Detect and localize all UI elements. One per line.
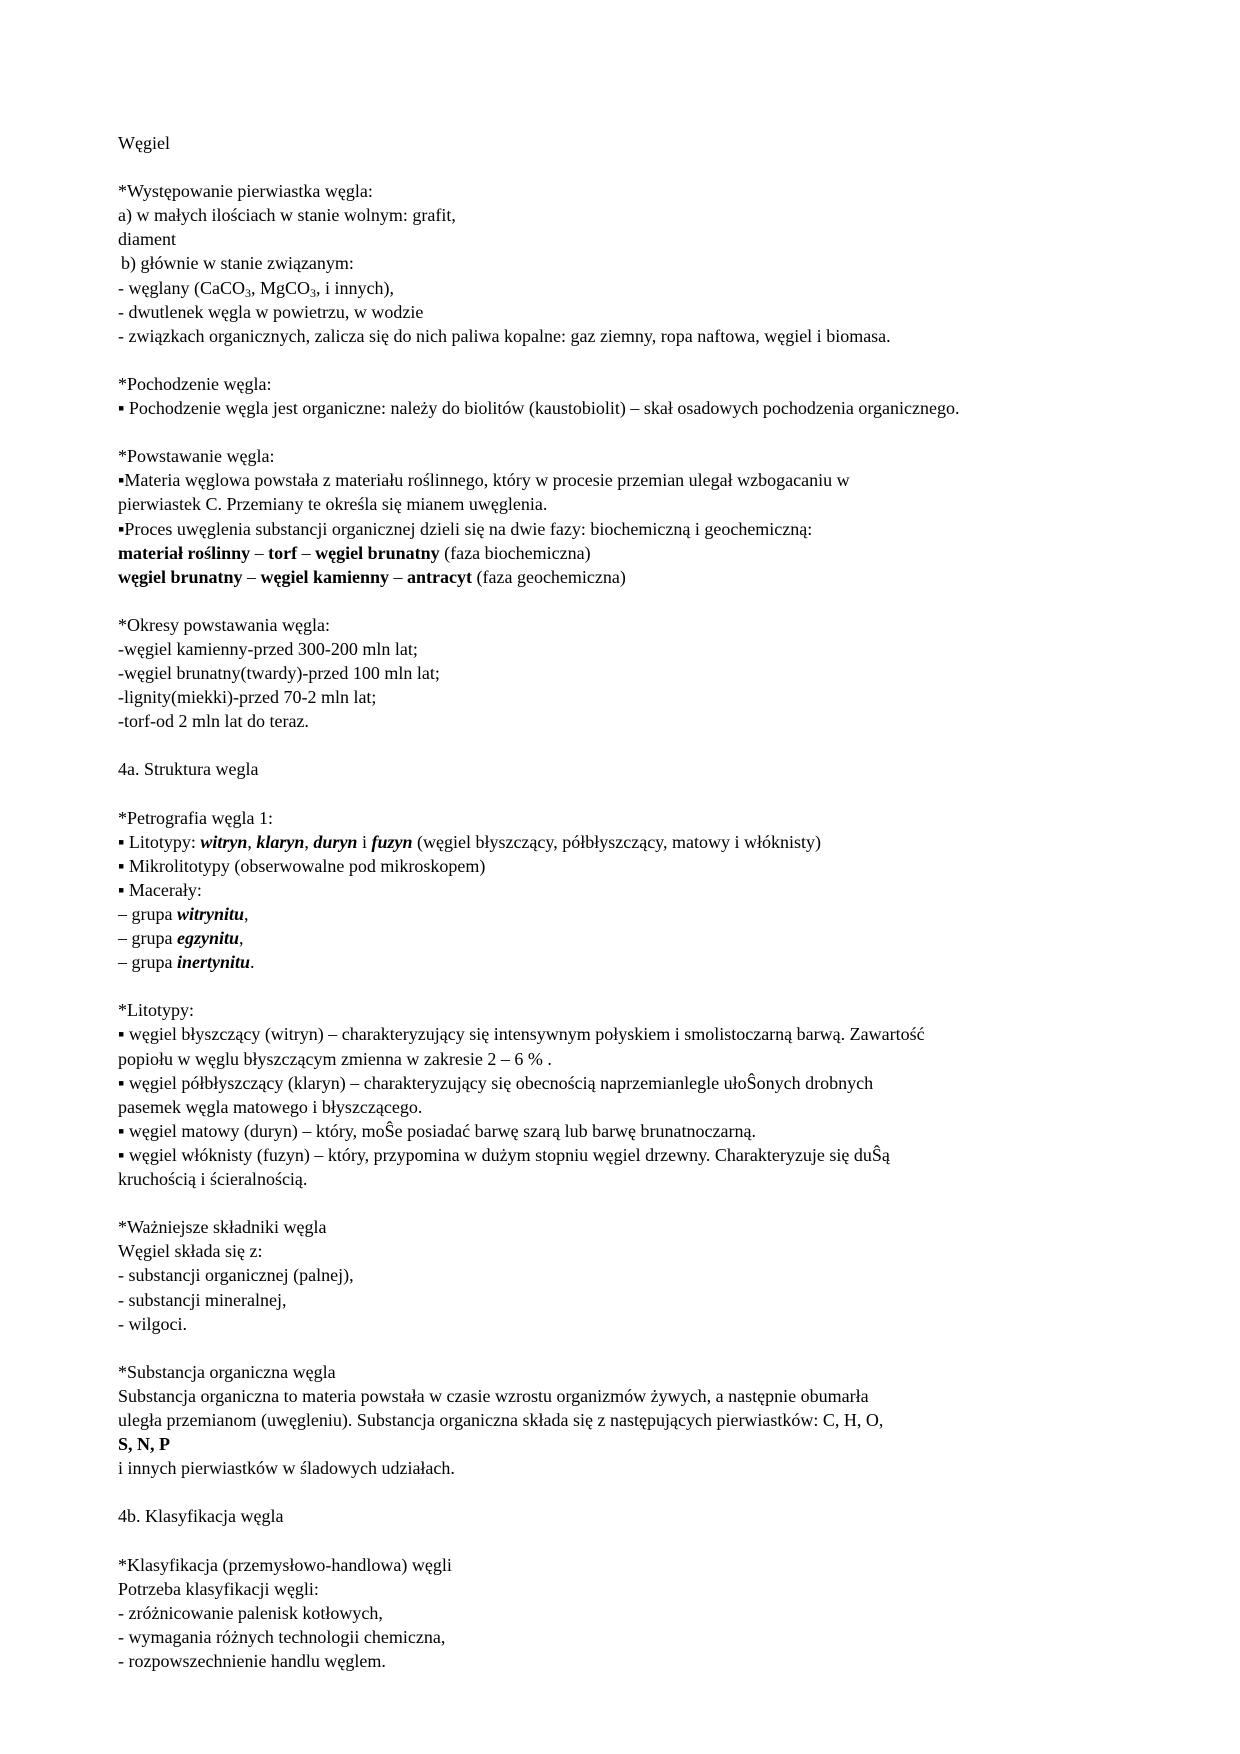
text-line: ▪ Macerały: bbox=[118, 879, 202, 900]
section-heading-litotypy: *Litotypy: bbox=[118, 1000, 194, 1021]
section-heading-wystepowanie: *Występowanie pierwiastka węgla: bbox=[118, 181, 373, 202]
subscript: 3 bbox=[244, 285, 251, 300]
phase-sequence-biochemical: materiał roślinny – torf – węgiel brunatny (faza biochemiczna) bbox=[118, 542, 591, 563]
text-line: Potrzeba klasyfikacji węgli: bbox=[118, 1578, 319, 1599]
text-line: - wilgoci. bbox=[118, 1313, 187, 1334]
text-line: - substancji mineralnej, bbox=[118, 1289, 287, 1310]
maceral-group: – grupa witrynitu, bbox=[118, 904, 249, 924]
document-title: Węgiel bbox=[118, 133, 170, 153]
text-line: pasemek węgla matowego i błyszczącego. bbox=[118, 1096, 423, 1117]
text-line: ▪ Pochodzenie węgla jest organiczne: należy do biolitów (kaustobiolit) – skał osadowych pochodzenia organicznego. bbox=[118, 398, 960, 419]
text-line: ▪Materia węglowa powstała z materiału roślinnego, który w procesie przemian ulegał wzbogacaniu w bbox=[118, 470, 850, 491]
text-line: - wymagania różnych technologii chemiczna, bbox=[118, 1626, 446, 1647]
text-line: kruchością i ścieralnością. bbox=[118, 1169, 308, 1190]
text-line: -lignity(miekki)-przed 70-2 mln lat; bbox=[118, 687, 377, 708]
section-title-4a: 4a. Struktura wegla bbox=[118, 759, 259, 780]
text-line: a) w małych ilościach w stanie wolnym: grafit, bbox=[118, 205, 456, 226]
text-line: -węgiel kamienny-przed 300-200 mln lat; bbox=[118, 638, 418, 659]
section-heading-okresy: *Okresy powstawania węgla: bbox=[118, 614, 330, 635]
text-line: -torf-od 2 mln lat do teraz. bbox=[118, 711, 309, 732]
text-line: - rozpowszechnienie handlu węglem. bbox=[118, 1650, 386, 1671]
text-line: - dwutlenek węgla w powietrzu, w wodzie bbox=[118, 301, 424, 322]
section-heading-pochodzenie: *Pochodzenie węgla: bbox=[118, 373, 272, 394]
text-line: b) głównie w stanie związanym: bbox=[121, 253, 354, 274]
text-line: Substancja organiczna to materia powstała w czasie wzrostu organizmów żywych, a następnie obumarła bbox=[118, 1385, 869, 1406]
section-heading-klasyfikacja: *Klasyfikacja (przemysłowo-handlowa) węgli bbox=[118, 1554, 452, 1575]
phase-sequence-geochemical: węgiel brunatny – węgiel kamienny – antracyt (faza geochemiczna) bbox=[118, 566, 626, 587]
text-line: diament bbox=[118, 229, 176, 250]
text-line-elements: S, N, P bbox=[118, 1434, 171, 1455]
text-line: ▪ węgiel włóknisty (fuzyn) – który, przypomina w dużym stopniu węgiel drzewny. Charakteryzuje się duŜą bbox=[118, 1144, 890, 1165]
text-line: ▪ węgiel błyszczący (witryn) – charakteryzujący się intensywnym połyskiem i smolistoczarną barwą. Zawartość bbox=[118, 1024, 925, 1045]
text-line-weglany: - węglany (CaCO$_3$, MgCO$_3$, i innych), bbox=[118, 277, 394, 300]
text-line: Węgiel składa się z: bbox=[118, 1241, 263, 1262]
text-line: pierwiastek C. Przemiany te określa się mianem uwęglenia. bbox=[118, 494, 548, 515]
text-line: ▪ Mikrolitotypy (obserwowalne pod mikroskopem) bbox=[118, 855, 486, 876]
text-line: - związkach organicznych, zalicza się do nich paliwa kopalne: gaz ziemny, ropa naftowa, węgiel i biomasa. bbox=[118, 325, 891, 346]
text-line: i innych pierwiastków w śladowych udziałach. bbox=[118, 1458, 455, 1479]
maceral-group: – grupa egzynitu, bbox=[118, 928, 244, 949]
document-page bbox=[118, 131, 1118, 1673]
section-title-4b: 4b. Klasyfikacja węgla bbox=[118, 1506, 284, 1527]
section-heading-skladniki: *Ważniejsze składniki węgla bbox=[118, 1217, 327, 1238]
section-heading-powstawanie: *Powstawanie węgla: bbox=[118, 446, 275, 467]
text-line: -węgiel brunatny(twardy)-przed 100 mln lat; bbox=[118, 663, 440, 684]
text-line-litotypy: ▪ Litotypy: witryn, klaryn, duryn i fuzyn (węgiel błyszczący, półbłyszczący, matowy i włóknisty) bbox=[118, 831, 822, 852]
text-line: - substancji organicznej (palnej), bbox=[118, 1265, 354, 1286]
section-heading-petrografia: *Petrografia węgla 1: bbox=[118, 807, 273, 828]
text-line: ▪ węgiel matowy (duryn) – który, moŜe posiadać barwę szarą lub barwę brunatnoczarną. bbox=[118, 1120, 756, 1141]
text-line: uległa przemianom (uwęgleniu). Substancja organiczna składa się z następujących pierwiastków: C, H, O, bbox=[118, 1409, 884, 1430]
text-line: ▪Proces uwęglenia substancji organicznej dzieli się na dwie fazy: biochemiczną i geochemiczną: bbox=[118, 518, 813, 539]
text-line: ▪ węgiel półbłyszczący (klaryn) – charakteryzujący się obecnością naprzemianlegle ułoŜonych drobnych bbox=[118, 1072, 874, 1093]
text-line: - zróżnicowanie palenisk kotłowych, bbox=[118, 1602, 383, 1623]
section-heading-substancja: *Substancja organiczna węgla bbox=[118, 1361, 336, 1382]
text-line: popiołu w węglu błyszczącym zmienna w zakresie 2 – 6 % . bbox=[118, 1048, 552, 1069]
maceral-group: – grupa inertynitu. bbox=[118, 952, 255, 973]
subscript: 3 bbox=[309, 285, 316, 300]
